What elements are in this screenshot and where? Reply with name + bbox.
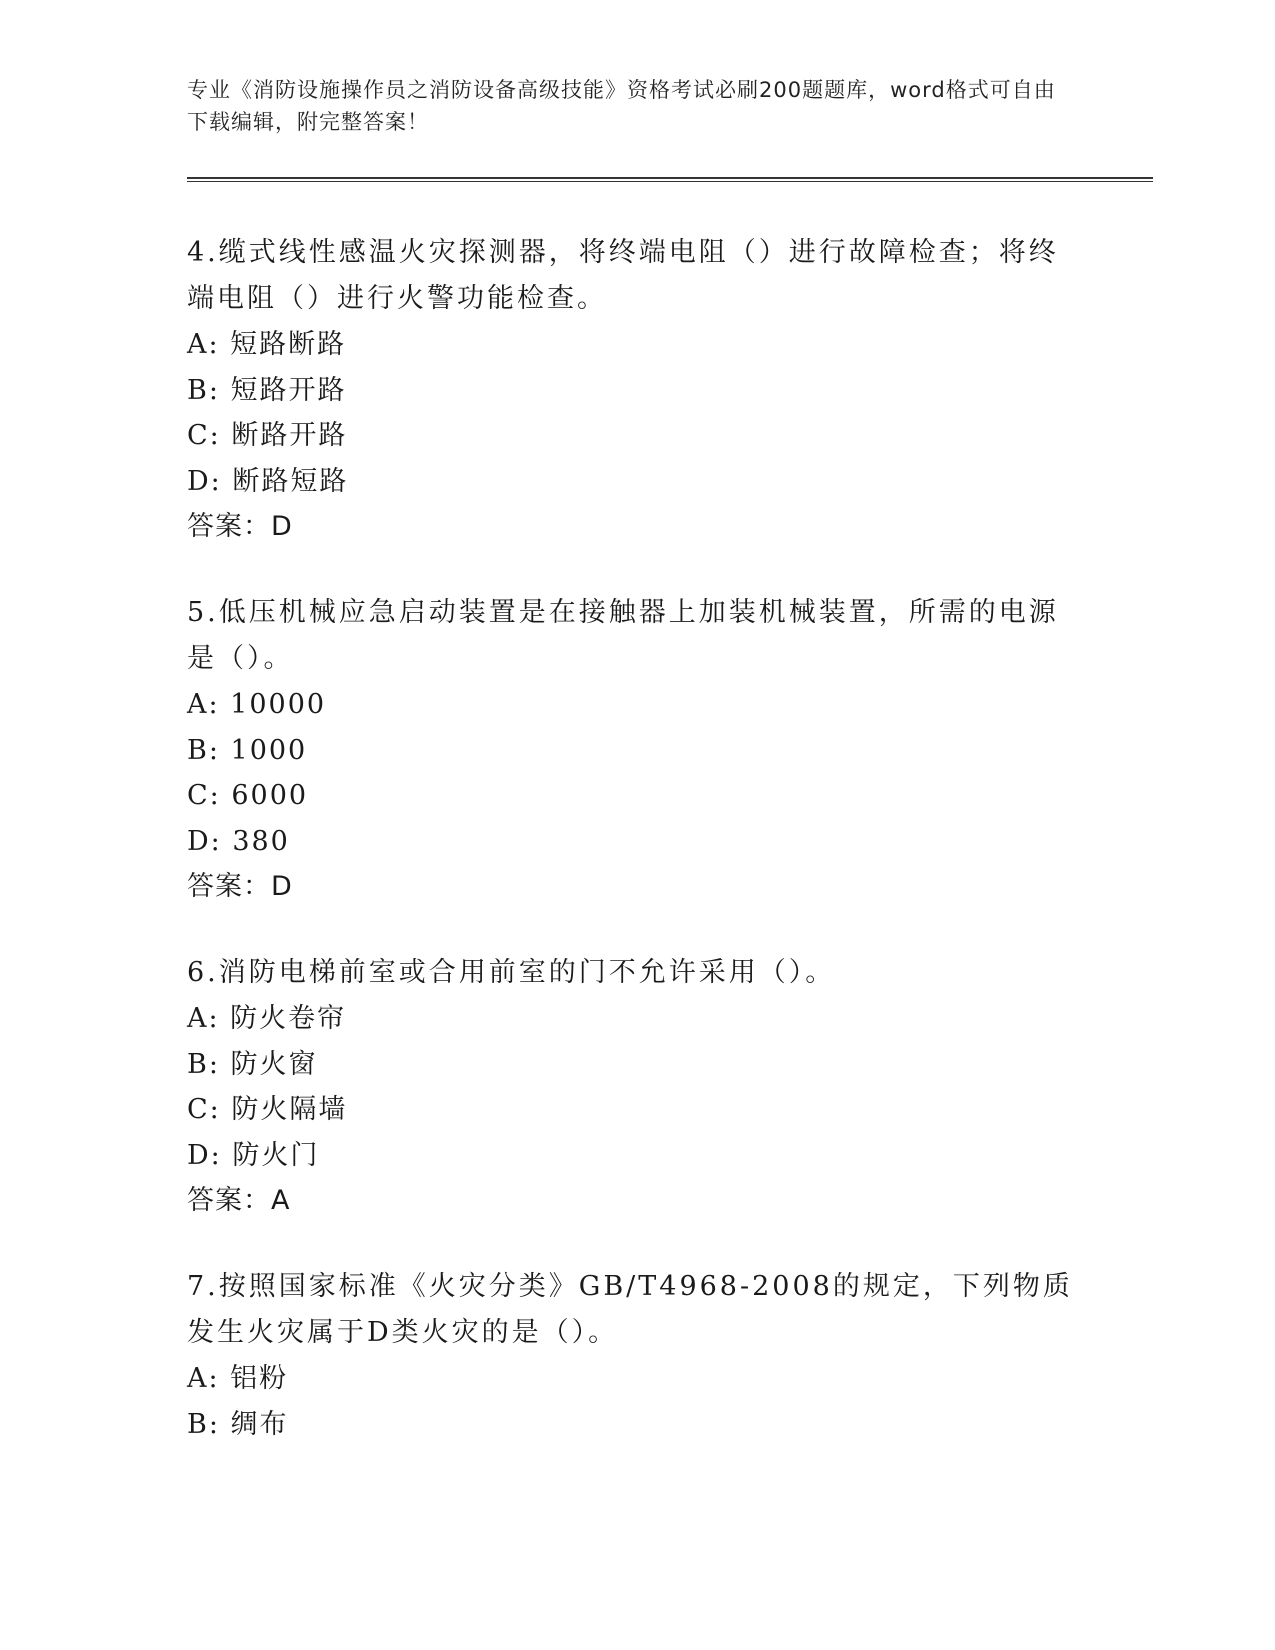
answer-line: 答案：A — [187, 1185, 291, 1216]
option-a: A: 短路断路 — [187, 329, 347, 360]
answer-line: 答案：D — [187, 511, 293, 542]
question-item — [187, 230, 1087, 550]
question-item — [187, 950, 1087, 1224]
option-d: D: 380 — [187, 825, 290, 857]
answer-line: 答案：D — [187, 871, 293, 902]
question-list — [187, 230, 1087, 1487]
option-a: A: 防火卷帘 — [187, 1003, 347, 1034]
option-b: B: 绸布 — [187, 1408, 289, 1440]
header-divider — [187, 177, 1153, 182]
question-item — [187, 590, 1087, 910]
question-stem: 5.低压机械应急启动装置是在接触器上加装机械装置，所需的电源是（）。 — [187, 597, 1059, 674]
option-c: C: 防火隔墙 — [187, 1094, 348, 1125]
question-item — [187, 1264, 1087, 1447]
question-stem: 7.按照国家标准《火灾分类》GB/T4968-2008的规定，下列物质发生火灾属于D类火灾的是（）。 — [187, 1271, 1073, 1348]
question-stem: 6.消防电梯前室或合用前室的门不允许采用（）。 — [187, 957, 836, 988]
option-d: D: 防火门 — [187, 1139, 320, 1171]
option-c: C: 6000 — [187, 780, 309, 811]
page-header-text: 专业《消防设施操作员之消防设备高级技能》资格考试必刷200题题库，word格式可自由下载编辑，附完整答案！ — [187, 78, 1056, 134]
question-stem: 4.缆式线性感温火灾探测器，将终端电阻（）进行故障检查；将终端电阻（）进行火警功能检查。 — [187, 237, 1059, 314]
option-a: A: 10000 — [187, 689, 327, 720]
option-b: B: 短路开路 — [187, 374, 347, 406]
option-b: B: 1000 — [187, 734, 308, 766]
option-c: C: 断路开路 — [187, 420, 348, 451]
option-d: D: 断路短路 — [187, 465, 349, 497]
option-b: B: 防火窗 — [187, 1048, 318, 1080]
option-a: A: 铝粉 — [187, 1363, 289, 1394]
